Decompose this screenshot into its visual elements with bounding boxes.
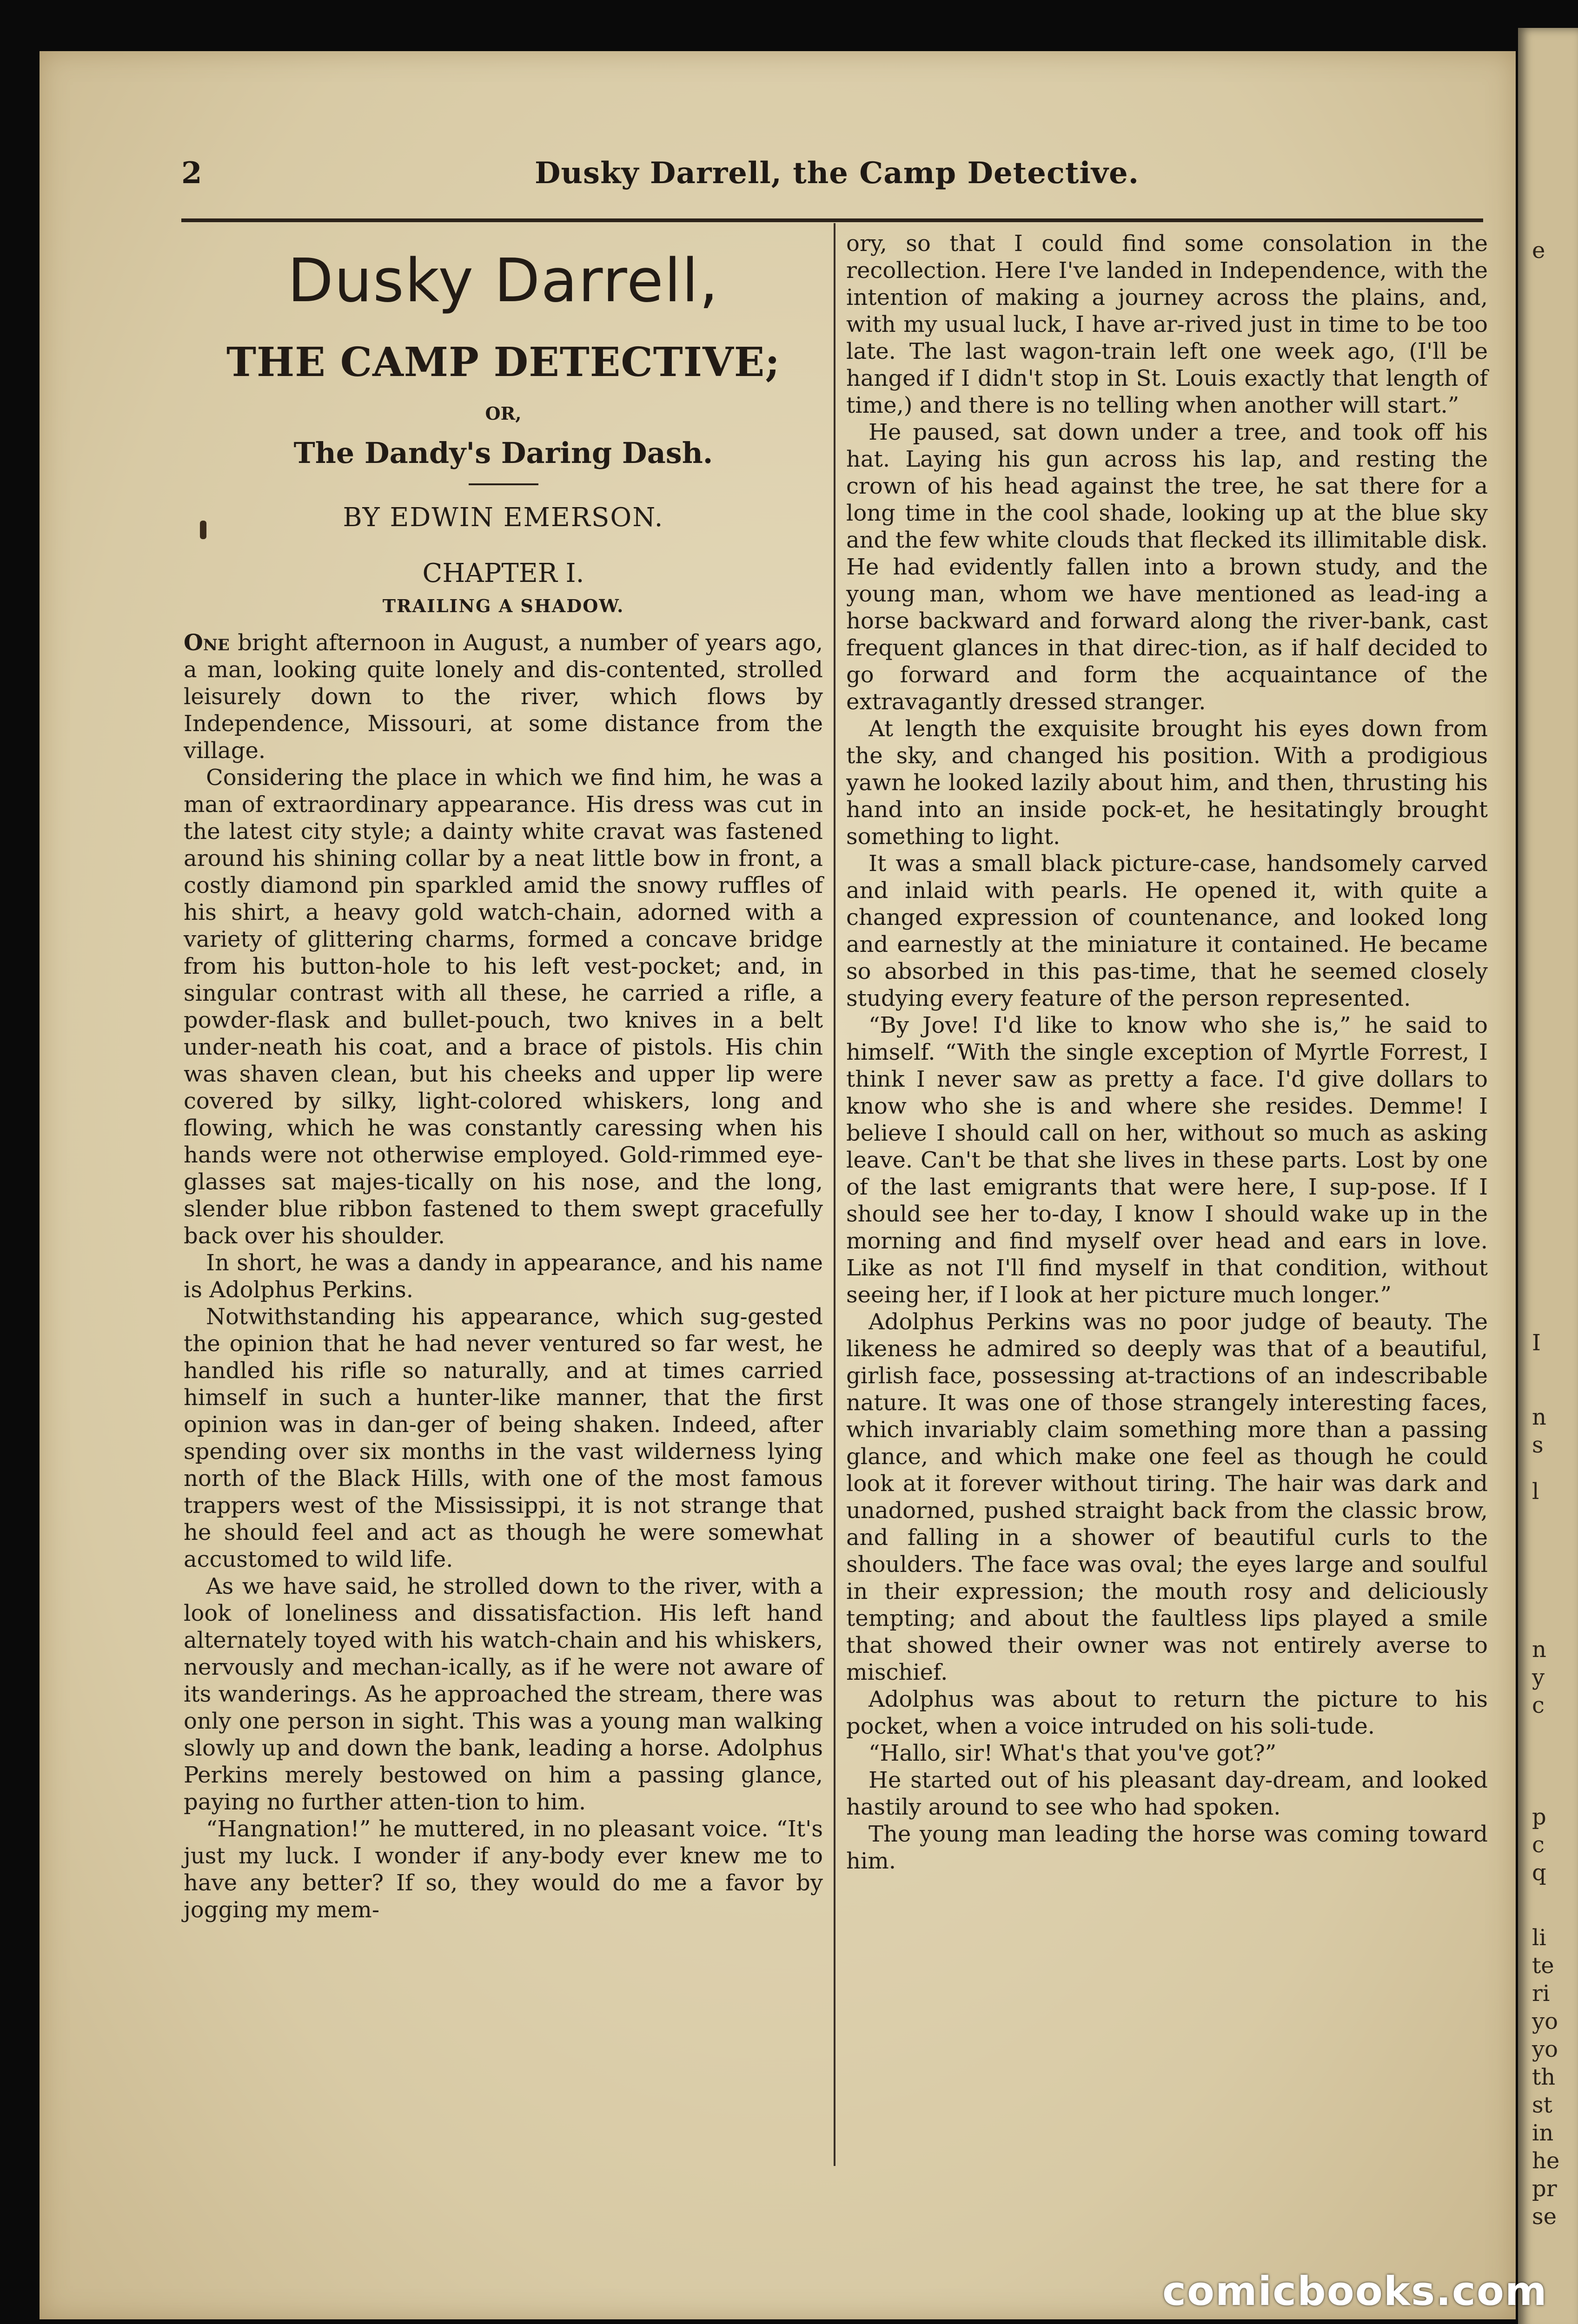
adjacent-page-fragment: e [1532,238,1545,264]
adjacent-page-fragment: yo [1532,2036,1558,2062]
paragraph: “Hallo, sir! What's that you've got?” [869,1740,1277,1766]
drop-word: One [184,630,230,656]
watermark: comicbooks.com [1162,2268,1548,2315]
paragraph: “Hangnation!” he muttered, in no pleasant voice. “It's just my luck. I wonder if any-body ever knew me to have any better? If so, they would do me a favor by jogging my mem- [184,1816,823,1923]
paragraph: He started out of his pleasant day-dream, and looked hastily around to see who had spoken. [846,1767,1488,1820]
adjacent-page-fragment: se [1532,2204,1557,2230]
adjacent-page-fragment: c [1532,1692,1545,1718]
adjacent-page-fragment: n [1532,1404,1546,1430]
paragraph: Notwithstanding his appearance, which sug-gested the opinion that he had never ventured so far west, he handled his rifle so naturally, and at times carried himself in such a hunter-like manner, that the first opinion was in dan-ger of being shaken. Indeed, after spending over six months in the vast wilderness lying north of the Black Hills, with one of the most famous trappers west of the Mississippi, it is not strange that he should feel and act as though he were somewhat accustomed to wild life. [184,1304,823,1572]
paragraph: As we have said, he strolled down to the river, with a look of loneliness and dissatisfaction. His left hand alternately toyed with his watch-chain and his whiskers, nervously and mechan-ically, as if he were not aware of its wanderings. As he approached the stream, there was only one person in sight. This was a young man walking slowly up and down the bank, leading a horse. Adolphus Perkins merely bestowed on him a passing glance, paying no further atten-tion to him. [184,1573,823,1815]
left-column [184,223,823,1923]
adjacent-page-fragment: y [1532,1664,1545,1690]
adjacent-page-edge [1518,28,1578,2324]
paragraph: At length the exquisite brought his eyes down from the sky, and changed his position. With a prodigious yawn he looked lazily about him, and then, thrusting his hand into an inside pock-et, he hesitatingly brought something to light. [846,716,1488,850]
adjacent-page-fragment: st [1532,2092,1552,2118]
chapter-heading: CHAPTER I. [422,558,584,588]
adjacent-page-fragment: li [1532,1925,1546,1951]
adjacent-page-fragment: te [1532,1953,1554,1979]
alternate-title: The Dandy's Daring Dash. [293,436,713,470]
paragraph: He paused, sat down under a tree, and took off his hat. Laying his gun across his lap, and resting the crown of his head against the tree, he sat there for a long time in the cool shade, looking up at the blue sky and the few white clouds that flecked its illimitable disk. He had evidently fallen into a brown study, and the young man, whom we have mentioned as lead-ing a horse backward and forward along the river-bank, cast frequent glances in that direc-tion, as if half decided to go forward and form the acquaintance of the extravagantly dressed stranger. [846,419,1488,715]
paragraph [184,629,823,764]
adjacent-page-fragment: pr [1532,2176,1557,2202]
adjacent-page-fragment: p [1532,1804,1546,1830]
running-head [0,156,1578,202]
story-subtitle: THE CAMP DETECTIVE; [226,339,781,386]
column-divider [834,223,835,2166]
page-number: 2 [181,156,202,191]
adjacent-page-fragment: yo [1532,2008,1558,2034]
adjacent-page-fragment: s [1532,1432,1544,1458]
paragraph-text: bright afternoon in August, a number of years ago, a man, looking quite lonely and dis-contented, strolled leisurely down to the river, which flows by Independence, Missouri, at some distance from the village. [184,630,823,764]
chapter-subtitle: TRAILING A SHADOW. [382,595,624,616]
story-title: Dusky Darrell, [287,246,719,316]
adjacent-page-fragment: ri [1532,1981,1550,2007]
adjacent-page-fragment: l [1532,1479,1539,1505]
or-label: OR, [485,403,522,424]
byline: BY EDWIN EMERSON. [343,502,664,533]
adjacent-page-fragment: I [1532,1330,1541,1356]
adjacent-page-fragment: in [1532,2120,1554,2146]
paragraph: Adolphus Perkins was no poor judge of beauty. The likeness he admired so deeply was that of a beautiful, girlish face, possessing at-tractions of an indescribable nature. It was one of those strangely interesting faces, which invariably claim something more than a passing glance, and which make one feel as though he could look at it forever without tiring. The hair was dark and unadorned, pushed straight back from the classic brow, and falling in a shower of beautiful curls to the shoulders. The face was oval; the eyes large and soulful in their expression; the mouth rosy and deliciously tempting; and about the faultless lips played a smile that showed their owner was not entirely averse to mischief. [846,1309,1488,1685]
paragraph: In short, he was a dandy in appearance, and his name is Adolphus Perkins. [184,1250,823,1303]
paragraph: It was a small black picture-case, handsomely carved and inlaid with pearls. He opened it, with quite a changed expression of countenance, and looked long and earnestly at the miniature it contained. He became so absorbed in this pas-time, that he seemed closely studying every feature of the person represented. [846,851,1488,1011]
adjacent-page-fragment: n [1532,1637,1546,1663]
paragraph: “By Jove! I'd like to know who she is,” he said to himself. “With the single exception of Myrtle Forrest, I think I never saw as pretty a face. I'd give dollars to know who she is and where she resides. Demme! I believe I should call on her, without so much as asking leave. Can't be that she lives in these parts. Lost by one of the last emigrants that were here, I sup-pose. If I should see her to-day, I know I should wake up in the morning and find myself over head and ears in love. Like as not I'll find myself in that condition, without seeing her, if I look at her picture much longer.” [846,1012,1488,1308]
paragraph: Adolphus was about to return the picture to his pocket, when a voice intruded on his soli-tude. [846,1686,1488,1739]
right-column [846,230,1488,1875]
adjacent-page-fragment: c [1532,1832,1545,1858]
header-rule [181,218,1483,222]
paragraph: The young man leading the horse was coming toward him. [846,1821,1488,1874]
title-rule [469,483,538,485]
adjacent-page-fragment: he [1532,2148,1560,2174]
running-head-title: Dusky Darrell, the Camp Detective. [535,156,1139,191]
adjacent-page-fragment: th [1532,2064,1556,2090]
paragraph: ory, so that I could find some consolation in the recollection. Here I've landed in Independence, with the intention of making a journey across the plains, and, with my usual luck, I have ar-rived just in time to be too late. The last wagon-train left one week ago, (I'll be hanged if I didn't stop in St. Louis exactly that length of time,) and there is no telling when another will start.” [846,231,1488,418]
adjacent-page-fragment: q [1532,1860,1546,1886]
paragraph: Considering the place in which we find him, he was a man of extraordinary appearance. His dress was cut in the latest city style; a dainty white cravat was fastened around his shining collar by a neat little bow in front, a costly diamond pin sparkled amid the snowy ruffles of his shirt, a heavy gold watch-chain, adorned with a variety of glittering charms, formed a concave bridge from his button-hole to his left vest-pocket; and, in singular contrast with all these, he carried a rifle, a powder-flask and bullet-pouch, two knives in a belt under-neath his coat, and a brace of pistols. His chin was shaven clean, but his cheeks and upper lip were covered by silky, light-colored whiskers, long and flowing, which he was constantly caressing when his hands were not otherwise employed. Gold-rimmed eye-glasses sat majes-tically on his nose, and the long, slender blue ribbon fastened to them swept gracefully back over his shoulder. [184,765,823,1249]
